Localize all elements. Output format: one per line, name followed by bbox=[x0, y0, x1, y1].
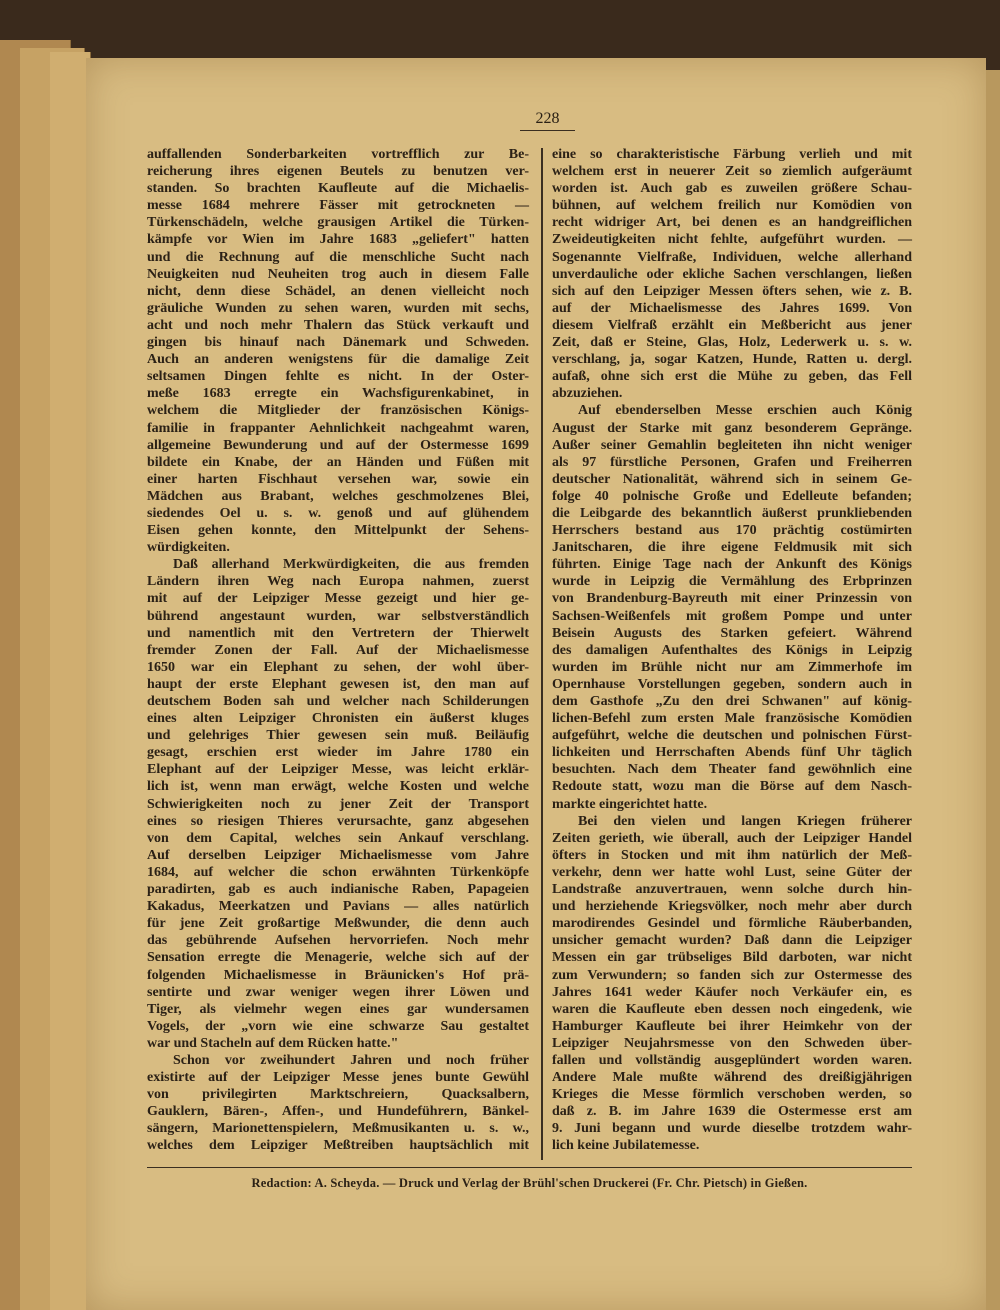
text-line: gesagt, erschien erst wieder im Jahre 1780 ein bbox=[147, 745, 529, 761]
text-line: wurden im Brühle nicht nur am Zimmerhofe im bbox=[552, 659, 912, 675]
paragraph bbox=[552, 146, 912, 402]
text-line: Türkenschädeln, welche grausigen Artikel die Türken- bbox=[147, 215, 529, 231]
text-line: Redoute statt, wozu man die Börse auf dem Nasch- bbox=[552, 779, 912, 795]
text-line: aufaß, ohne sich erst die Mühe zu geben, das Fell bbox=[552, 369, 912, 385]
text-line: lichkeiten und Herrschaften Abends fünf Uhr täglich bbox=[552, 745, 912, 761]
text-line: Sachsen-Weißenfels mit großem Pompe und unter bbox=[552, 608, 912, 624]
text-line: das gebührende Aufsehen hervorriefen. Noch mehr bbox=[147, 933, 529, 949]
text-line: welchem die Mitglieder der französischen Königs- bbox=[147, 403, 529, 419]
text-line: Elephant auf der Leipziger Messe, was leicht erklär- bbox=[147, 762, 529, 778]
left-column bbox=[147, 146, 529, 1155]
text-line: lichen-Befehl zum ersten Male französische Komödien bbox=[552, 711, 912, 727]
text-line: Janitscharen, die ihre eigene Feldmusik mit sich bbox=[552, 540, 912, 556]
text-line: allgemeine Bewunderung und auf der Ostermesse 1699 bbox=[147, 437, 529, 453]
text-line: marodirendes Gesindel und förmliche Räuberbanden, bbox=[552, 916, 912, 932]
text-line: folgenden Michaelismesse in Bräunicken's Hof prä- bbox=[147, 967, 529, 983]
text-line: Tiger, als vielmehr wegen eines gar wundersamen bbox=[147, 1001, 529, 1017]
text-line: und gelehriges Thier gewesen sein muß. Beiläufig bbox=[147, 728, 529, 744]
text-line: gräuliche Wunden zu sehen waren, wurden mit sechs, bbox=[147, 300, 529, 316]
text-line: Landstraße anzuvertrauen, wenn solche durch hin- bbox=[552, 882, 912, 898]
text-line: würdigkeiten. bbox=[147, 540, 230, 556]
text-line: 1650 war ein Elephant zu sehen, der wohl über- bbox=[147, 659, 529, 675]
text-line: Sensation erregte die Menagerie, welche sich auf der bbox=[147, 950, 529, 966]
text-line: paradirten, gab es auch indianische Raben, Papageien bbox=[147, 882, 529, 898]
text-line: Beisein Augusts des Starken gefeiert. Während bbox=[552, 625, 912, 641]
text-line: Zeit, daß er Steine, Glas, Holz, Lederwerk u. s. w. bbox=[552, 335, 912, 351]
text-line: worden ist. Auch gab es zuweilen größere Schau- bbox=[552, 181, 912, 197]
text-line: 1684, auf welcher die schon erwähnten Türkenköpfe bbox=[147, 864, 529, 880]
text-line: familie in frappanter Aehnlichkeit nachgeahmt waren, bbox=[147, 420, 529, 436]
text-line: war und Stacheln auf dem Rücken hatte." bbox=[147, 1035, 399, 1051]
text-line: Krieges die Messe förmlich verschoben werden, so bbox=[552, 1087, 912, 1103]
text-line: fremder Zonen der Fall. Auf der Michaelismesse bbox=[147, 642, 529, 658]
page-number: 228 bbox=[520, 110, 575, 131]
text-line: meße 1683 erregte ein Wachsfigurenkabinet, in bbox=[147, 386, 529, 402]
column-divider bbox=[541, 148, 543, 1160]
text-line: Außer seiner Gemahlin begleiteten ihn nicht weniger bbox=[552, 437, 912, 453]
text-line: bühnen, auf welchem freilich nur Komödien von bbox=[552, 198, 912, 214]
text-line: 9. Juni begann und wurde dieselbe trotzdem wahr- bbox=[552, 1121, 912, 1137]
text-line: daß z. B. im Jahre 1639 die Ostermesse erst am bbox=[552, 1104, 912, 1120]
text-line: bührend angestaunt wurden, war selbstverständlich bbox=[147, 608, 529, 624]
text-line: Herrschers bestand aus 170 prächtig costümirten bbox=[552, 523, 912, 539]
text-line: Auch an anderen wenigstens für die damalige Zeit bbox=[147, 352, 529, 368]
text-line: Eisen gehen konnte, den Mittelpunkt der Sehens- bbox=[147, 523, 529, 539]
text-line: markte eingerichtet hatte. bbox=[552, 796, 708, 812]
text-line: eines alten Leipziger Chronisten ein äußerst kluges bbox=[147, 711, 529, 727]
text-line: Leipziger Neujahrsmesse von den Schweden über- bbox=[552, 1035, 912, 1051]
text-line: und namentlich mit den Vertretern der Thierwelt bbox=[147, 625, 529, 641]
text-line: siedendes Oel u. s. w. genoß und auf glühendem bbox=[147, 505, 529, 521]
paragraph bbox=[147, 146, 529, 556]
text-line: sich auf den Leipziger Messen öfters sehen, wie z. B. bbox=[552, 283, 912, 299]
text-line: des damaligen Aufenthaltes des Königs in Leipzig bbox=[552, 642, 912, 658]
text-line: Neuigkeiten nud Neuheiten trog auch in diesem Falle bbox=[147, 266, 529, 282]
text-line: deutscher Nationalität, während sich in seinem Ge- bbox=[552, 471, 912, 487]
text-line: eines so riesigen Thieres verursachte, ganz abgesehen bbox=[147, 813, 529, 829]
text-line: kämpfe vor Wien im Jahre 1683 „geliefert" hatten bbox=[147, 232, 529, 248]
text-line: zum Verwundern; so fanden sich zur Ostermesse des bbox=[552, 967, 912, 983]
text-line: welchem erst in neuerer Zeit so ziemlich aufgeräumt bbox=[552, 164, 912, 180]
text-line: Ländern ihren Weg nach Europa nahmen, zuerst bbox=[147, 574, 529, 590]
text-line: folge 40 polnische Große und Edelleute befanden; bbox=[552, 488, 912, 504]
text-line: waren die Kaufleute eben dessen noch eingedenk, wie bbox=[552, 1001, 912, 1017]
text-line: seltsamen Dingen fehlte es nicht. In der Oster- bbox=[147, 369, 529, 385]
text-line: führten. Einige Tage nach der Ankunft des Königs bbox=[552, 557, 912, 573]
text-line: von privilegirten Marktschreiern, Quacksalbern, bbox=[147, 1087, 529, 1103]
text-line: lich ist, wenn man erwägt, welche Kosten und welche bbox=[147, 779, 529, 795]
text-line: für jene Zeit großartige Meßwunder, die denn auch bbox=[147, 916, 529, 932]
text-line: von Brandenburg-Bayreuth mit einer Prinzessin von bbox=[552, 591, 912, 607]
text-line: diesem Vielfraß erzählt ein Meßbericht aus jener bbox=[552, 317, 912, 333]
text-line: Vogels, der „vorn wie eine schwarze Sau gestaltet bbox=[147, 1018, 529, 1034]
text-line: reicherung ihres eigenen Beutels zu benutzen ver- bbox=[147, 164, 529, 180]
text-line: Auf ebenderselben Messe erschien auch König bbox=[578, 403, 912, 419]
text-line: unverdauliche oder ekliche Sachen verschlangen, ließen bbox=[552, 266, 912, 282]
paragraph bbox=[552, 402, 912, 812]
text-line: Zeiten gerieth, wie überall, auch der Leipziger Handel bbox=[552, 830, 912, 846]
right-column bbox=[552, 146, 912, 1155]
text-line: bildete ein Knabe, der an Händen und Füßen mit bbox=[147, 454, 529, 470]
text-line: haupt der erste Elephant gewesen ist, den man auf bbox=[147, 676, 529, 692]
text-line: Bei den vielen und langen Kriegen früherer bbox=[578, 813, 912, 829]
text-line: dem Gasthofe „Zu den drei Schwanen" auf könig- bbox=[552, 694, 912, 709]
text-line: Schwierigkeiten noch zu jener Zeit der Transport bbox=[147, 796, 529, 812]
text-line: und herziehende Kriegsvölker, noch mehr aber durch bbox=[552, 899, 912, 915]
text-line: standen. So brachten Kaufleute auf die Michaelis- bbox=[147, 181, 529, 197]
text-line: mit auf der Leipziger Messe gezeigt und hier ge- bbox=[147, 591, 529, 607]
text-line: Auf derselben Leipziger Michaelismesse vom Jahre bbox=[147, 847, 529, 863]
text-line: recht widriger Art, bei denen es an handgreiflichen bbox=[552, 215, 912, 231]
text-line: Sogenannte Vielfraße, Individuen, welche allerhand bbox=[552, 249, 912, 265]
text-line: gingen bis hinauf nach Dänemark und Schweden. bbox=[147, 335, 529, 351]
text-line: Jahres 1641 weder Käufer noch Verkäufer ein, es bbox=[552, 984, 912, 1000]
text-line: messe 1684 mehrere Fässer mit getrockneten — bbox=[147, 198, 529, 214]
text-line: als 97 fürstliche Personen, Grafen und Freiherren bbox=[552, 454, 912, 470]
text-line: besuchten. Nach dem Theater fand gewöhnlich eine bbox=[552, 762, 912, 778]
text-line: Schon vor zweihundert Jahren und noch früher bbox=[173, 1052, 529, 1068]
text-line: wurde in Leipzig die Vermählung des Erbprinzen bbox=[552, 574, 912, 590]
paragraph bbox=[147, 1052, 529, 1155]
adjacent-page-strip bbox=[986, 70, 1000, 1310]
text-line: sängern, Marionettenspielern, Meßmusikanten u. s. w., bbox=[147, 1121, 529, 1137]
text-line: Mädchen aus Brabant, welches geschmolzenes Blei, bbox=[147, 488, 529, 504]
text-line: existirte auf der Leipziger Messe jenes bunte Gewühl bbox=[147, 1070, 529, 1086]
text-line: deutschem Boden sah und welcher nach Schilderungen bbox=[147, 694, 529, 709]
text-line: acht und noch mehr Thalern das Stück verkauft und bbox=[147, 317, 529, 333]
text-line: verschlang, ja, sogar Katzen, Hunde, Ratten u. dergl. bbox=[552, 352, 912, 368]
paragraph bbox=[147, 556, 529, 1052]
text-line: öfters in Stocken und mit ihm natürlich der Meß- bbox=[552, 847, 912, 863]
text-line: Opernhause Vorstellungen gegeben, sondern auch in bbox=[552, 676, 912, 692]
text-line: die Leibgarde des bekanntlich äußerst prunkliebenden bbox=[552, 505, 912, 521]
text-line: auf der Michaelismesse des Jahres 1699. Von bbox=[552, 300, 912, 316]
text-line: Andere Male mußte während des dreißigjährigen bbox=[552, 1070, 912, 1086]
text-line: Gauklern, Bären-, Affen-, und Hundeführern, Bänkel- bbox=[147, 1104, 529, 1120]
text-line: auffallenden Sonderbarkeiten vortrefflich zur Be- bbox=[147, 147, 529, 162]
text-line: Messen ein gar trübseliges Bild darboten, war nicht bbox=[552, 950, 912, 966]
text-line: August der Starke mit ganz besonderem Gepränge. bbox=[552, 420, 912, 436]
text-line: lich keine Jubilatemesse. bbox=[552, 1138, 700, 1154]
paragraph bbox=[552, 813, 912, 1155]
text-line: nicht, denn diese Schädel, an denen vielleicht noch bbox=[147, 283, 529, 299]
text-line: fallen und vollständig ausgeplündert worden waren. bbox=[552, 1052, 912, 1068]
text-line: verkehr, denn wer hatte wohl Lust, seine Güter der bbox=[552, 864, 912, 880]
text-line: und die Rechnung auf die menschliche Sucht nach bbox=[147, 249, 529, 265]
text-line: sentirte und zwar weniger wegen ihrer Löwen und bbox=[147, 984, 529, 1000]
text-line: von dem Capital, welches sein Ankauf verschlang. bbox=[147, 830, 529, 846]
text-line: unsicher gemacht wurden? Daß dann die Leipziger bbox=[552, 933, 912, 949]
imprint-footer: Redaction: A. Scheyda. — Druck und Verlag der Brühl'schen Druckerei (Fr. Chr. Pietsch) in Gießen. bbox=[251, 1176, 808, 1190]
text-line: welches dem Leipziger Meßtreiben hauptsächlich mit bbox=[147, 1138, 529, 1154]
text-line: einer harten Fischhaut versehen war, sowie ein bbox=[147, 471, 529, 487]
text-line: abzuziehen. bbox=[552, 386, 623, 402]
text-line: aufgeführt, welche die deutschen und polnischen Fürst- bbox=[552, 728, 912, 744]
footer-rule bbox=[147, 1167, 912, 1168]
text-line: Hamburger Kaufleute bei ihrer Heimkehr von der bbox=[552, 1018, 912, 1034]
text-line: Zweideutigkeiten nicht fehlte, aufgeführt wurden. — bbox=[552, 232, 912, 248]
page-edge bbox=[50, 52, 91, 1310]
text-line: eine so charakteristische Färbung verlieh und mit bbox=[552, 147, 912, 162]
text-line: Daß allerhand Merkwürdigkeiten, die aus fremden bbox=[173, 557, 529, 573]
text-line: Kakadus, Meerkatzen und Pavians — alles natürlich bbox=[147, 899, 529, 915]
